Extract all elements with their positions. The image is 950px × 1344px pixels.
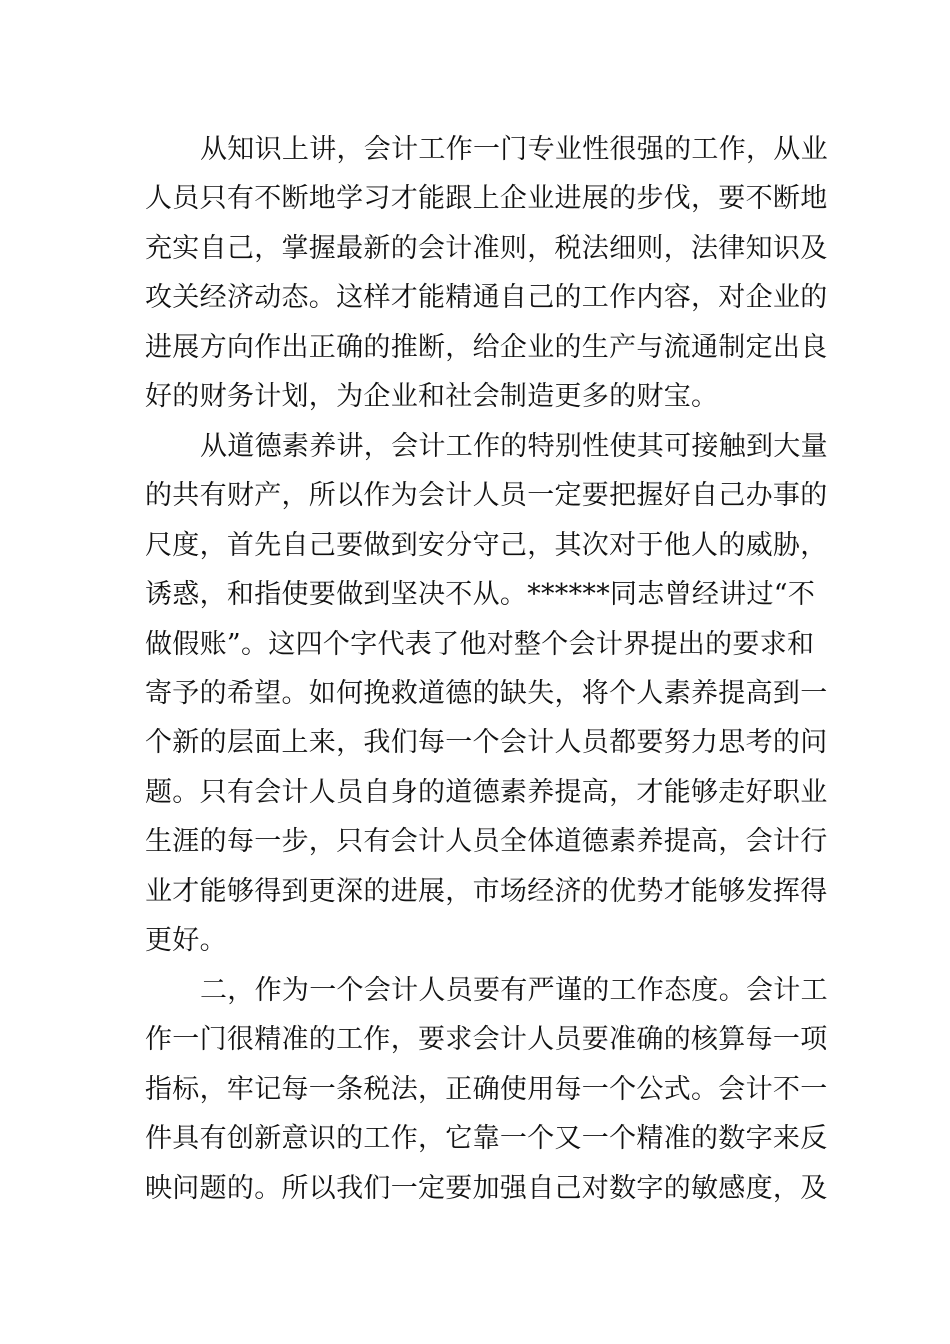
text-line: 指标，牢记每一条税法，正确使用每一个公式。会计不一 [145,1074,828,1105]
text-line: 寄予的希望。如何挽救道德的缺失，将个人素养提高到一 [145,678,828,709]
text-line: 充实自己，掌握最新的会计准则，税法细则，法律知识及 [145,233,828,264]
text-line: 更好。 [145,925,227,956]
text-line: 从道德素养讲，会计工作的特别性使其可接触到大量 [200,431,828,462]
text-line: 进展方向作出正确的推断，给企业的生产与流通制定出良 [145,332,828,363]
text-line: 人员只有不断地学习才能跟上企业进展的步伐，要不断地 [145,183,828,214]
text-line: 映问题的。所以我们一定要加强自己对数字的敏感度，及 [145,1173,828,1204]
text-line: 个新的层面上来，我们每一个会计人员都要努力思考的问 [145,727,828,758]
text-line: 好的财务计划，为企业和社会制造更多的财宝。 [145,381,719,412]
text-line: 二，作为一个会计人员要有严谨的工作态度。会计工 [200,975,828,1006]
text-line: 作一门很精准的工作，要求会计人员要准确的核算每一项 [145,1024,828,1055]
text-line: 件具有创新意识的工作，它靠一个又一个精准的数字来反 [145,1123,828,1154]
text-line: 生涯的每一步，只有会计人员全体道德素养提高，会计行 [145,826,828,857]
text-line: 的共有财产，所以作为会计人员一定要把握好自己办事的 [145,480,828,511]
text-line: 做假账”。这四个字代表了他对整个会计界提出的要求和 [145,629,815,660]
text-line: 题。只有会计人员自身的道德素养提高，才能够走好职业 [145,777,828,808]
text-line: 尺度，首先自己要做到安分守己，其次对于他人的威胁， [145,530,828,561]
text-line: 攻关经济动态。这样才能精通自己的工作内容，对企业的 [145,282,828,313]
text-line: 从知识上讲，会计工作一门专业性很强的工作，从业 [200,134,828,165]
text-line: 诱惑，和指使要做到坚决不从。******同志曾经讲过“不 [145,579,816,610]
text-line: 业才能够得到更深的进展，市场经济的优势才能够发挥得 [145,876,828,907]
